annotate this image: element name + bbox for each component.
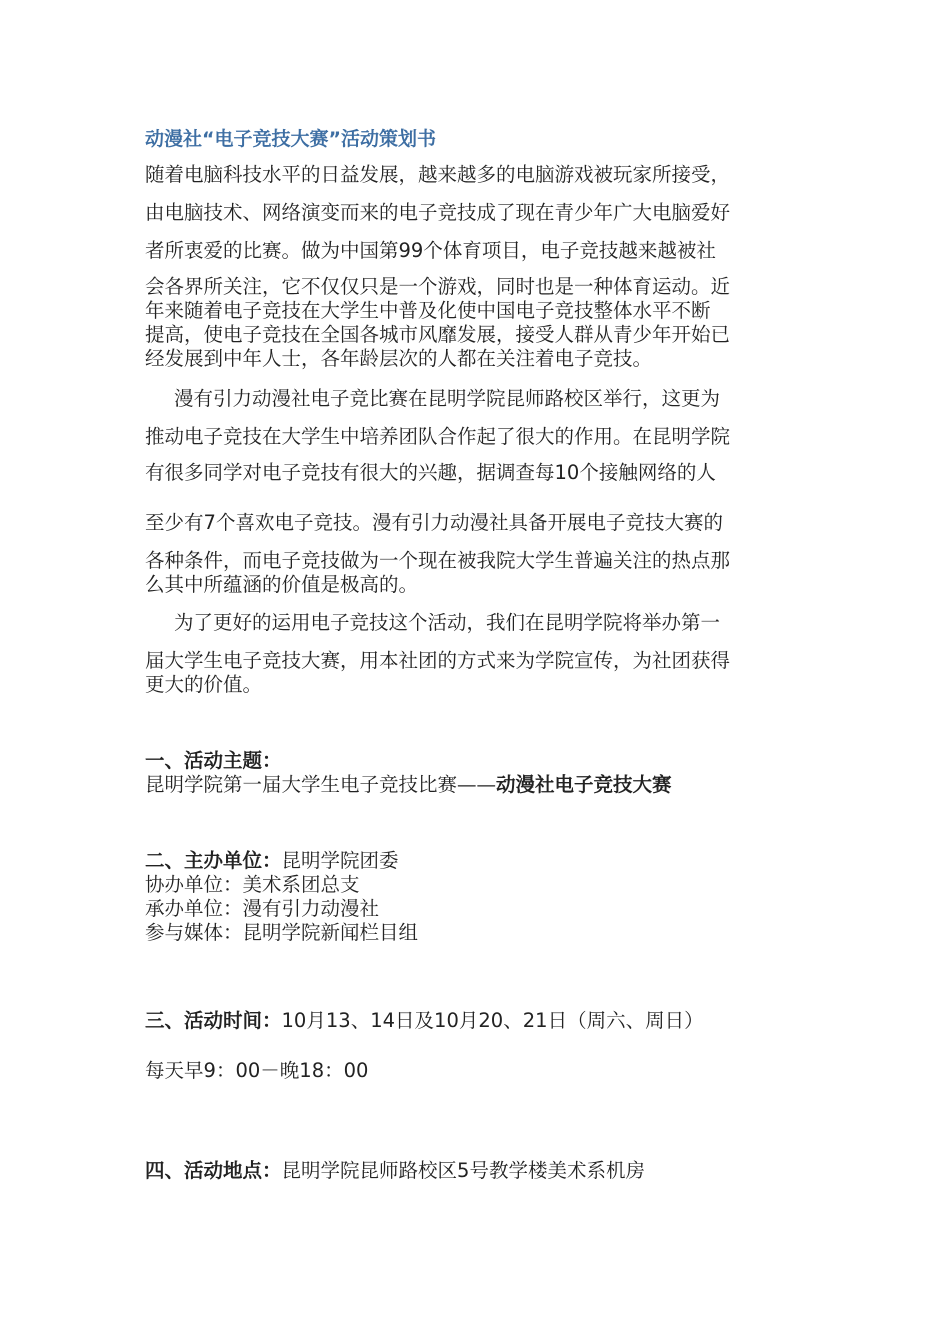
paragraph-line: 届大学生电子竞技大赛，用本社团的方式来为学院宣传，为社团获得 (145, 649, 731, 672)
paragraph-line: 经发展到中年人士，各年龄层次的人都在关注着电子竞技。 (145, 347, 653, 370)
paragraph-line: 由电脑技术、网络演变而来的电子竞技成了现在青少年广大电脑爱好 (145, 201, 731, 224)
section-time-heading: 三、活动时间：10月13、14日及10月20、21日（周六、周日） (145, 1009, 704, 1032)
section-organizers-heading: 二、主办单位：昆明学院团委 (145, 849, 399, 872)
paragraph-line: 漫有引力动漫社电子竞比赛在昆明学院昆师路校区举行，这更为 (174, 387, 721, 410)
paragraph-line: 推动电子竞技在大学生中培养团队合作起了很大的作用。在昆明学院 (145, 425, 731, 448)
paragraph-line: 会各界所关注，它不仅仅只是一个游戏，同时也是一种体育运动。近 (145, 275, 731, 298)
section-theme-heading: 一、活动主题： (145, 749, 282, 772)
paragraph-line: 有很多同学对电子竞技有很大的兴趣，据调查每10个接触网络的人 (145, 461, 716, 484)
section-place-heading: 四、活动地点：昆明学院昆师路校区5号教学楼美术系机房 (145, 1159, 645, 1182)
paragraph-line: 么其中所蕴涵的价值是极高的。 (145, 573, 419, 596)
paragraph-line: 为了更好的运用电子竞技这个活动，我们在昆明学院将举办第一 (174, 611, 721, 634)
paragraph-line: 提高，使电子竞技在全国各城市风靡发展，接受人群从青少年开始已 (145, 323, 731, 346)
paragraph-line: 随着电脑科技水平的日益发展，越来越多的电脑游戏被玩家所接受， (145, 163, 731, 186)
co-organizer-line: 协办单位：美术系团总支 (145, 873, 360, 896)
document-title: 动漫社“电子竞技大赛”活动策划书 (145, 128, 436, 150)
daily-time-line: 每天早9：00－晚18：00 (145, 1059, 369, 1082)
paragraph-line: 更大的价值。 (145, 673, 263, 696)
undertaker-line: 承办单位：漫有引力动漫社 (145, 897, 380, 920)
paragraph-line: 各种条件，而电子竞技做为一个现在被我院大学生普遍关注的热点那 (145, 549, 731, 572)
media-line: 参与媒体：昆明学院新闻栏目组 (145, 921, 419, 944)
paragraph-line: 至少有7个喜欢电子竞技。漫有引力动漫社具备开展电子竞技大赛的 (145, 511, 723, 534)
paragraph-line: 者所衷爱的比赛。做为中国第99个体育项目，电子竞技越来越被社 (145, 239, 716, 262)
section-theme-value: 昆明学院第一届大学生电子竞技比赛——动漫社电子竞技大赛 (145, 773, 672, 796)
paragraph-line: 年来随着电子竞技在大学生中普及化使中国电子竞技整体水平不断 (145, 299, 711, 322)
